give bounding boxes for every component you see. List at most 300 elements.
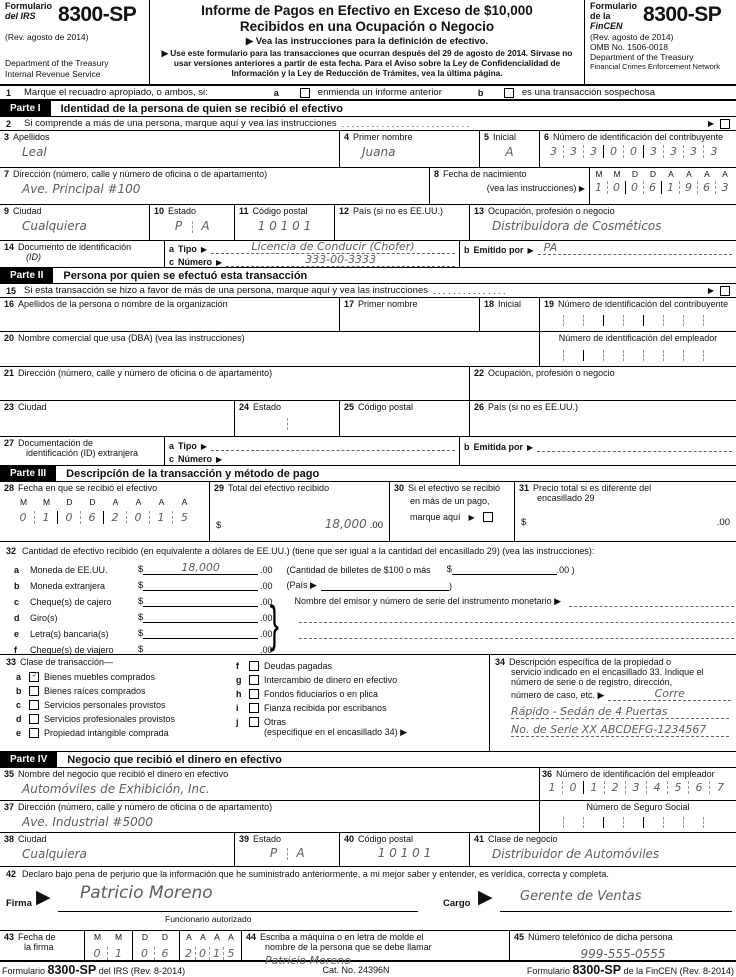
f21-label: Dirección (número, calle y número de oficina o de apartamento) xyxy=(18,368,273,378)
direccion-negocio-value[interactable]: Ave. Industrial #5000 xyxy=(22,815,154,830)
row-21-22 xyxy=(0,367,736,401)
f9-label: Ciudad xyxy=(13,206,42,216)
dob-digits[interactable]: 1 0 0 6 1 9 6 3 xyxy=(590,181,736,194)
row-32d xyxy=(14,607,736,623)
row-32f xyxy=(14,639,736,655)
ssn-negocio-digits[interactable] xyxy=(544,817,732,828)
fecha-firma-mm-digits[interactable]: 0 1 xyxy=(87,947,130,960)
codigo-postal-negocio-value[interactable]: 1 0 1 0 1 xyxy=(377,846,432,861)
field-fecha-recibido xyxy=(0,482,210,541)
line2-row xyxy=(0,117,736,131)
r32a-note: (Cantidad de billetes de $100 o más xyxy=(286,565,431,575)
fianza-escribanos-checkbox[interactable] xyxy=(249,703,259,713)
row-37 xyxy=(0,801,736,833)
item-33f-label: Deudas pagadas xyxy=(264,660,333,671)
f30-arrow-icon: ▶ xyxy=(468,512,475,522)
f23-label: Ciudad xyxy=(18,402,47,412)
field-apellidos-p2 xyxy=(0,298,340,331)
r32d-cents: .00 xyxy=(260,613,273,623)
f5-number: 5 xyxy=(484,132,490,142)
f28-number: 28 xyxy=(4,483,15,493)
f14b-letter: b xyxy=(464,245,470,255)
part1-header-bar xyxy=(0,101,736,117)
emisor-serie-line2[interactable] xyxy=(299,611,734,623)
nombre-negocio-value[interactable]: Automóviles de Exhibición, Inc. xyxy=(22,782,210,797)
doc-id-tipo-value[interactable]: Licencia de Conducir (Chofer) xyxy=(211,240,455,254)
form-subtitle2: ▶ Use este formulario para las transacciones que ocurran después del 29 de agosto de 2014. Sírvase no usar versiones anteriores a partir de esta fecha. Para el Aviso sobre la Ley de Confidencialidad de Información y la Ley de Reducción de Trámites, vea la última página. xyxy=(161,48,573,79)
f27b-letter: b xyxy=(464,442,470,452)
line42-number: 42 xyxy=(6,869,17,879)
line15-row xyxy=(0,284,736,298)
irs-formulario-label: Formulario xyxy=(5,1,53,11)
f13-number: 13 xyxy=(474,206,485,216)
field-tin xyxy=(540,131,736,167)
field-fecha-firma-dd: D D 0 6 xyxy=(133,931,180,960)
field-fecha-firma-mm: M M 0 1 xyxy=(85,931,133,960)
f44-label1: Escriba a máquina o en letra de molde el xyxy=(260,932,424,942)
f27c-letter: c xyxy=(169,454,175,464)
fecha-firma-dd-digits[interactable]: 0 6 xyxy=(135,947,177,960)
f27-label2: identificación (ID) extranjera xyxy=(26,448,139,459)
inicial-value[interactable]: A xyxy=(505,145,514,160)
multiple-persons-checkbox[interactable] xyxy=(720,119,730,129)
cargo-label: Cargo xyxy=(443,898,471,909)
line1b-letter: b xyxy=(477,87,484,98)
f39-number: 39 xyxy=(239,834,250,844)
item-33j: j Otras xyxy=(236,717,287,728)
r32b-cents: .00 xyxy=(260,581,273,591)
f33-label: Clase de transacción— xyxy=(20,657,114,667)
item-33i-label: Fianza recibida por escribanos xyxy=(264,703,387,714)
field-ocupacion-p1 xyxy=(470,205,736,240)
line1-row xyxy=(0,86,736,101)
f43-label2: la firma xyxy=(24,942,54,953)
item-33c-label: Servicios personales provistos xyxy=(44,699,166,710)
r32d-label: Giro(s) xyxy=(30,613,58,623)
fecha-recibido-digits[interactable]: 0 1 0 6 2 0 1 5 xyxy=(12,511,205,524)
line32-row xyxy=(0,542,736,559)
footer-left xyxy=(2,963,185,977)
item-33j-label2: (especifique en el encasillado 34) ▶ xyxy=(264,727,408,738)
f6-number: 6 xyxy=(544,132,550,142)
cheques-cajero-value[interactable] xyxy=(143,606,258,607)
f11-label: Código postal xyxy=(252,206,308,216)
f31-label2: encasillado 29 xyxy=(537,493,595,504)
ein-negocio-digits[interactable]: 1 0 1 2 3 4 5 6 7 xyxy=(542,781,734,794)
f14a-letter: a xyxy=(169,244,175,254)
field-descripcion-34 xyxy=(490,655,736,751)
cargo-value[interactable]: Gerente de Ventas xyxy=(520,889,642,904)
f10-number: 10 xyxy=(154,206,165,216)
f20-label: Nombre comercial que usa (DBA) (vea las instrucciones) xyxy=(18,333,245,343)
field-doc-id-label xyxy=(0,241,165,267)
direccion-p1-value[interactable]: Ave. Principal #100 xyxy=(22,182,141,197)
multiple-beneficiaries-checkbox[interactable] xyxy=(720,286,730,296)
f8-label: Fecha de nacimiento xyxy=(443,169,527,179)
f34-number: 34 xyxy=(495,657,506,667)
f16-number: 16 xyxy=(4,299,15,309)
field-doc-extranjera-tipo-numero xyxy=(165,437,460,465)
field-contact-name xyxy=(242,931,510,968)
field-tin-p2 xyxy=(540,298,736,331)
item-33g: g Intercambio de dinero en efectivo xyxy=(236,674,398,685)
field-apellidos xyxy=(0,131,340,167)
part3-badge: Parte III xyxy=(0,466,56,481)
f10-label: Estado xyxy=(168,206,197,216)
r32f-label: Cheque(s) de viajero xyxy=(30,645,114,655)
part4-header-bar xyxy=(0,752,736,768)
servicios-personales-checkbox[interactable] xyxy=(29,700,39,710)
part2-title: Persona por quien se efectuó esta transacción xyxy=(63,269,308,282)
item-33g-label: Intercambio de dinero en efectivo xyxy=(264,674,398,685)
f34-line1: Descripción específica de la propiedad o xyxy=(509,657,672,667)
billetes-100-value[interactable] xyxy=(452,574,557,575)
row-32a xyxy=(14,559,736,575)
r32a-note-dollar: $ xyxy=(446,564,452,575)
item-33b-label: Bienes raíces comprados xyxy=(44,685,146,696)
primer-nombre-value[interactable]: Juana xyxy=(362,145,396,160)
item-33d: d Servicios profesionales provistos xyxy=(16,714,176,725)
f30-text1: Si el efectivo se recibió xyxy=(408,483,501,493)
f4-number: 4 xyxy=(344,132,350,142)
moneda-extranjera-value[interactable] xyxy=(143,590,258,591)
field-ciudad-p2 xyxy=(0,401,235,436)
deudas-pagadas-checkbox[interactable] xyxy=(249,661,259,671)
descripcion-value-line2[interactable]: Rápido - Sedán de 4 Puertas xyxy=(511,705,729,719)
f8-number: 8 xyxy=(434,169,440,179)
tin-digits[interactable]: 3 3 3 0 0 3 3 3 3 xyxy=(544,145,732,158)
ocupacion-p1-value[interactable]: Distribuidora de Cosméticos xyxy=(492,219,662,234)
line2-text: Si comprende a más de una persona, marque aquí y vea las instrucciones xyxy=(24,118,337,129)
line32-number: 32 xyxy=(6,545,17,556)
estado-p1-value[interactable]: P A xyxy=(174,219,210,234)
r32f-dollar: $ xyxy=(138,644,144,655)
irs-department: Department of the Treasury xyxy=(5,58,109,69)
ciudad-p1-value[interactable]: Cualquiera xyxy=(22,219,87,234)
r32c-label: Cheque(s) de cajero xyxy=(30,597,112,607)
doc-extranjera-tipo-value[interactable] xyxy=(211,439,455,451)
f44-number: 44 xyxy=(246,932,257,942)
footer-left-form-number: 8300-SP xyxy=(47,962,97,977)
f27a-arrow-icon: ▶ xyxy=(200,442,208,451)
f14a-label: Tipo xyxy=(178,244,197,254)
multiple-payments-checkbox[interactable] xyxy=(483,512,493,522)
field-clase-transaccion xyxy=(0,655,490,751)
field-ssn-negocio xyxy=(540,801,736,832)
f37-label: Dirección (número, calle y número de oficina o de apartamento) xyxy=(18,802,273,812)
otras-checkbox[interactable] xyxy=(249,717,259,727)
f18-label: Inicial xyxy=(498,299,522,309)
f37-right-label: Número de Seguro Social xyxy=(586,802,690,812)
total-efectivo-value[interactable]: 18,000 xyxy=(324,517,367,532)
f31-label1: Precio total si es diferente del xyxy=(533,483,652,493)
form-title-line1: Informe de Pagos en Efectivo en Exceso de $10,000 xyxy=(201,3,533,18)
field-pais-p2 xyxy=(470,401,736,436)
f27-label1: Documentación de xyxy=(18,438,94,448)
row-7-8 xyxy=(0,168,736,205)
line1b-text: es una transacción sospechosa xyxy=(521,87,655,98)
doc-id-numero-value[interactable]: 333-00-3333 xyxy=(226,253,455,267)
r32b-label: Moneda extranjera xyxy=(30,581,106,591)
f22-label: Ocupación, profesión o negocio xyxy=(488,368,615,378)
field-codigo-postal-negocio xyxy=(340,833,470,866)
line42-row xyxy=(0,867,736,881)
letras-bancarias-value[interactable] xyxy=(143,638,258,639)
bienes-raices-checkbox[interactable] xyxy=(29,686,39,696)
f20-right-label: Número de identificación del empleador xyxy=(558,333,718,343)
f27b-arrow-icon: ▶ xyxy=(527,443,534,452)
f20-number: 20 xyxy=(4,333,15,343)
tin-p2-digits[interactable] xyxy=(544,315,732,326)
field-dba xyxy=(0,332,540,366)
field-fecha-nacimiento-grid xyxy=(590,168,736,204)
f18-number: 18 xyxy=(484,299,495,309)
field-ciudad-p1 xyxy=(0,205,150,240)
r32a-dollar: $ xyxy=(138,564,144,575)
r32a-cents: .00 xyxy=(260,565,273,575)
f29-number: 29 xyxy=(214,483,225,493)
footer-right-formulario: Formulario xyxy=(526,965,570,976)
firma-arrow-icon: ▶ xyxy=(36,887,51,908)
f29-cents: .00 xyxy=(369,520,383,532)
f38-number: 38 xyxy=(4,834,15,844)
line2-number: 2 xyxy=(6,118,12,129)
form-title-line2: Recibidos en una Ocupación o Negocio xyxy=(239,18,495,34)
emisor-serie-line3[interactable] xyxy=(299,627,734,639)
giros-value[interactable] xyxy=(143,622,258,623)
f26-number: 26 xyxy=(474,402,485,412)
field-estado-p1 xyxy=(150,205,235,240)
pais-moneda-value[interactable] xyxy=(321,590,449,591)
f36-number: 36 xyxy=(542,769,553,779)
field-contact-phone xyxy=(510,931,736,960)
r32a-label: Moneda de EE.UU. xyxy=(30,565,108,575)
f13-label: Ocupación, profesión o negocio xyxy=(488,206,615,216)
f3-number: 3 xyxy=(4,132,10,142)
f29-label: Total del efectivo recibido xyxy=(228,483,330,493)
field-fecha-firma-label xyxy=(0,931,85,960)
f43-number: 43 xyxy=(4,932,15,942)
r32b-note-close: ) xyxy=(448,581,452,591)
emisor-serie-line1[interactable] xyxy=(569,595,734,607)
servicios-profesionales-checkbox[interactable] xyxy=(29,714,39,724)
f45-number: 45 xyxy=(514,932,525,942)
footer-left-formulario: Formulario xyxy=(2,965,46,976)
firma-label: Firma xyxy=(6,898,32,909)
f35-number: 35 xyxy=(4,769,15,779)
field-ein-p2 xyxy=(540,332,736,366)
footer-right xyxy=(527,963,734,977)
field-ein-negocio xyxy=(540,768,736,800)
part4-title: Negocio que recibió el dinero en efectivo xyxy=(67,753,282,766)
field-doc-extranjera-label xyxy=(0,437,165,465)
perjury-statement: Declaro bajo pena de perjurio que la información que he suministrado anteriormente, a mi mejor saber y entender, es verídica, correcta y completa. xyxy=(22,869,609,879)
f14-label2: (ID) xyxy=(26,252,41,263)
part4-badge: Parte IV xyxy=(0,752,57,767)
f28-label: Fecha en que se recibió el efectivo xyxy=(18,483,158,493)
f8-arrow-icon: ▶ xyxy=(578,184,585,194)
f25-label: Código postal xyxy=(358,402,414,412)
f38-label: Ciudad xyxy=(18,834,47,844)
f29-dollar-sign: $ xyxy=(216,520,222,532)
f14c-letter: c xyxy=(169,257,175,267)
descripcion-value-line3[interactable]: No. de Serie XX ABCDEFG-1234567 xyxy=(511,723,729,737)
item-33b: b Bienes raíces comprados xyxy=(16,685,146,696)
row-33-34 xyxy=(0,655,736,752)
f36-label: Número de identificación del empleador xyxy=(556,769,715,779)
ciudad-negocio-value[interactable]: Cualquiera xyxy=(22,847,87,862)
irs-agency: Internal Revenue Service xyxy=(5,68,101,79)
f12-label: País (si no es EE.UU.) xyxy=(353,206,444,216)
estado-negocio-value[interactable]: P A xyxy=(269,846,305,861)
f17-label: Primer nombre xyxy=(358,299,418,309)
f14c-arrow-icon: ▶ xyxy=(216,258,223,267)
ein-p2-digits[interactable] xyxy=(544,350,732,361)
r32f-cents: .00 xyxy=(260,645,273,655)
f39-label: Estado xyxy=(253,834,282,844)
field-inicial xyxy=(480,131,540,167)
f26-label: País (si no es EE.UU.) xyxy=(488,402,579,412)
item-33i: i Fianza recibida por escribanos xyxy=(236,703,387,714)
f14b-arrow-icon: ▶ xyxy=(527,246,534,255)
r32c-letter: c xyxy=(14,597,20,607)
line1-text: Marque el recuadro apropiado, o ambos, si: xyxy=(24,87,208,98)
r32c-note: Nombre del emisor y número de serie del instrumento monetario ▶ xyxy=(294,596,562,606)
item-33h: h Fondos fiduciarios o en plica xyxy=(236,688,379,699)
r32d-letter: d xyxy=(14,613,20,623)
item-33a: a ✓ Bienes muebles comprados xyxy=(16,669,156,682)
title-block xyxy=(150,0,585,84)
row-16-19 xyxy=(0,298,736,332)
f8-label2: (vea las instrucciones) xyxy=(486,183,577,194)
row-28-31 xyxy=(0,482,736,542)
row-14 xyxy=(0,241,736,268)
r32b-dollar: $ xyxy=(138,580,144,591)
checkmark-33a: ✓ xyxy=(31,669,40,681)
field-multiple-pagos xyxy=(390,482,515,541)
field-nombre-negocio xyxy=(0,768,540,800)
firma-sub-label: Funcionario autorizado xyxy=(165,914,252,924)
r32b-note: (País ▶ xyxy=(286,580,317,590)
r32a-note-cents: .00 ) xyxy=(556,565,575,575)
f35-label: Nombre del negocio que recibió el dinero en efectivo xyxy=(18,769,229,779)
apellidos-value[interactable]: Leal xyxy=(22,145,47,160)
f41-number: 41 xyxy=(474,834,485,844)
line15-text: Si esta transacción se hizo a favor de más de una persona, marque aquí y vea las instrucciones xyxy=(24,285,428,296)
f14b-label: Emitido por xyxy=(473,245,524,255)
fincen-formulario-label: Formulario xyxy=(590,1,638,11)
f19-number: 19 xyxy=(544,299,555,309)
f14-number: 14 xyxy=(4,242,15,252)
fincen-header-block xyxy=(585,0,736,84)
f7-number: 7 xyxy=(4,169,10,179)
f7-label: Dirección (número, calle y número de oficina o de apartamento) xyxy=(13,169,268,179)
firma-line xyxy=(58,911,418,912)
form-subtitle1: ▶ Vea las instrucciones para la definición de efectivo. xyxy=(245,36,489,48)
field-doc-id-emitido xyxy=(460,241,736,267)
field-codigo-postal-p2 xyxy=(340,401,470,436)
amends-prior-report-checkbox[interactable] xyxy=(300,88,310,98)
field-total-efectivo xyxy=(210,482,390,541)
transaction-type-col1 xyxy=(6,667,236,738)
row-32c xyxy=(14,591,736,607)
row-9-13 xyxy=(0,205,736,241)
item-33a-label: Bienes muebles comprados xyxy=(44,671,156,682)
row-23-26 xyxy=(0,401,736,437)
field-direccion-p2 xyxy=(0,367,470,400)
transaction-type-col2 xyxy=(236,656,483,738)
r32f-letter: f xyxy=(14,645,17,655)
contact-phone-value[interactable]: 999-555-0555 xyxy=(580,947,666,962)
f11-number: 11 xyxy=(239,206,249,216)
doc-extranjera-emitida-value[interactable] xyxy=(537,440,732,452)
cargo-arrow-icon: ▶ xyxy=(478,887,493,908)
line32-text: Cantidad de efectivo recibido (en equivalente a dólares de EE.UU.) (tiene que ser igual a la cantidad del encasillado 29) (vea las instrucciones): xyxy=(22,545,595,556)
intercambio-dinero-checkbox[interactable] xyxy=(249,675,259,685)
r32e-cents: .00 xyxy=(260,629,273,639)
brace-glyph: } xyxy=(269,596,279,652)
f45-label: Número telefónico de dicha persona xyxy=(528,932,673,942)
descripcion-value-line1[interactable]: Corre xyxy=(608,687,731,701)
part3-title: Descripción de la transacción y método de pago xyxy=(66,467,320,480)
f30-text3: marque aquí xyxy=(410,512,461,523)
field-direccion-negocio xyxy=(0,801,540,832)
field-fecha-nacimiento-label xyxy=(430,168,590,204)
f16-label: Apellidos de la persona o nombre de la organización xyxy=(18,299,228,309)
field-codigo-postal-p1 xyxy=(235,205,335,240)
bienes-muebles-checkbox[interactable] xyxy=(29,669,40,682)
field-primer-nombre-p2 xyxy=(340,298,480,331)
field-estado-p2 xyxy=(235,401,340,436)
f31-number: 31 xyxy=(519,483,530,493)
field-primer-nombre xyxy=(340,131,480,167)
line15-arrow-icon: ▶ xyxy=(707,286,714,295)
part3-header-bar xyxy=(0,466,736,482)
field-ciudad-negocio xyxy=(0,833,235,866)
suspicious-transaction-checkbox[interactable] xyxy=(504,88,514,98)
row-20 xyxy=(0,332,736,367)
codigo-postal-p1-value[interactable]: 1 0 1 0 1 xyxy=(257,219,312,234)
f27-number: 27 xyxy=(4,438,15,448)
contact-name-value[interactable]: Patricio Moreno xyxy=(265,954,351,968)
propiedad-intangible-checkbox[interactable] xyxy=(29,728,39,738)
catalog-number: Cat. No. 24396N xyxy=(322,964,390,975)
line1-number: 1 xyxy=(6,87,12,98)
f21-number: 21 xyxy=(4,368,15,378)
clase-negocio-value[interactable]: Distribuidor de Automóviles xyxy=(492,847,660,862)
f17-number: 17 xyxy=(344,299,355,309)
moneda-eeuu-value[interactable]: 18,000 xyxy=(143,561,258,575)
f31-dollar-sign: $ xyxy=(521,517,527,529)
f33-number: 33 xyxy=(6,657,17,667)
doc-id-emitido-value[interactable]: PA xyxy=(538,241,732,255)
line2-dot-leader: . . . . . . . . . . . . . . . . . . . . . . . . . . xyxy=(341,118,470,129)
fecha-firma-aaaa-digits[interactable]: 2 0 1 5 xyxy=(182,947,239,960)
row-35-36 xyxy=(0,768,736,801)
fondos-fiduciarios-checkbox[interactable] xyxy=(249,689,259,699)
part1-title: Identidad de la persona de quien se recibió el efectivo xyxy=(60,102,343,115)
f19-label: Número de identificación del contribuyente xyxy=(558,299,729,309)
footer-right-agency: de la FinCEN (Rev. 8-2014) xyxy=(623,965,734,976)
item-33e-label: Propiedad intangible comprada xyxy=(44,728,169,739)
item-33e: e Propiedad intangible comprada xyxy=(16,728,169,739)
irs-del-irs-label: del IRS xyxy=(5,10,36,21)
f27b-label: Emitida por xyxy=(473,442,524,452)
field-fecha-firma-aaaa: A A A A 2 0 1 5 xyxy=(180,931,242,960)
footer-right-form-number: 8300-SP xyxy=(572,962,622,977)
r32e-label: Letra(s) bancaria(s) xyxy=(30,629,109,639)
firma-signature-value[interactable]: Patricio Moreno xyxy=(80,883,213,903)
